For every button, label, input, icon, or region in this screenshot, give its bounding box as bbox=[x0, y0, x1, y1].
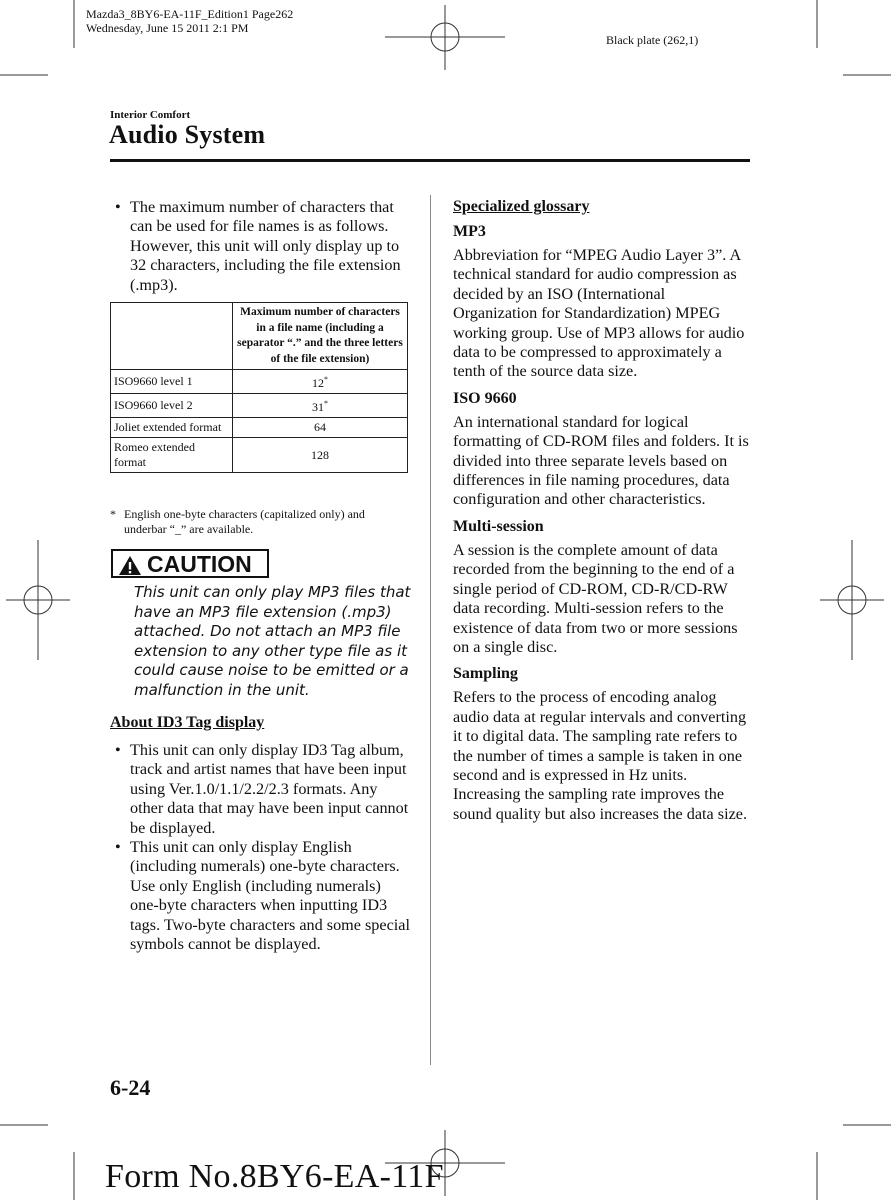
table-row bbox=[111, 370, 408, 394]
table-footnote bbox=[110, 507, 410, 537]
table-cell-value: 64 bbox=[233, 418, 408, 438]
footnote-text: English one-byte characters (capitalized only) and underbar “_” are available. bbox=[124, 507, 365, 536]
table-cell-value: 31* bbox=[233, 394, 408, 418]
table-cell-value: 12* bbox=[233, 370, 408, 394]
table-row bbox=[111, 418, 408, 438]
term-sampling: Sampling bbox=[453, 665, 518, 683]
right-column bbox=[453, 198, 753, 824]
file-name-limit-bullet: • The maximum number of characters that can be used for file names is as follows. However, this unit will only display up to 32 characters, including the file extension (.mp3). bbox=[110, 198, 410, 295]
page-number: 6-24 bbox=[110, 1075, 151, 1100]
table-row bbox=[111, 438, 408, 473]
section-label: Interior Comfort bbox=[110, 109, 191, 121]
black-plate-label: Black plate (262,1) bbox=[606, 33, 699, 47]
definition-sampling: Refers to the process of encoding analog audio data at regular intervals and converting it to digital data. The sampling rate refers to the number of times a sample is taken in one second and is expressed in Hz units. Increasing the sampling rate improves the sound quality but also increases the data size. bbox=[453, 688, 747, 823]
caution-text: This unit can only play MP3 files that have an MP3 file extension (.mp3) attached. Do not attach an MP3 file extension to any other type file as it could cause noise to be emitted or a malfunction in the unit. bbox=[134, 583, 411, 699]
table-cell-format: Joliet extended format bbox=[111, 418, 233, 438]
print-meta-line2: Wednesday, June 15 2011 2:1 PM bbox=[86, 21, 249, 35]
footnote-mark: * bbox=[110, 507, 116, 521]
caution-label: CAUTION bbox=[147, 551, 252, 577]
warning-icon bbox=[118, 555, 142, 576]
table-cell-format: ISO9660 level 2 bbox=[111, 394, 233, 418]
caution-box bbox=[111, 549, 269, 578]
glossary-heading: Specialized glossary bbox=[453, 198, 590, 215]
table-column-header: Maximum number of characters in a file name (including a separator “.” and the three letters of the file extension) bbox=[233, 303, 408, 370]
print-meta bbox=[86, 7, 293, 35]
table-cell-value: 128 bbox=[233, 438, 408, 473]
id3-heading: About ID3 Tag display bbox=[110, 714, 265, 731]
table-row bbox=[111, 394, 408, 418]
column-divider bbox=[430, 195, 431, 1065]
table-empty-header bbox=[111, 303, 233, 370]
print-meta-line1: Mazda3_8BY6-EA-11F_Edition1 Page262 bbox=[86, 7, 294, 21]
id3-bullets bbox=[110, 741, 410, 954]
definition-iso9660: An international standard for logical formatting of CD-ROM files and folders. It is divided into three separate levels based on differences in file naming procedures, data configuration and other characteristics. bbox=[453, 412, 749, 509]
table-cell-format: ISO9660 level 1 bbox=[111, 370, 233, 394]
definition-mp3: Abbreviation for “MPEG Audio Layer 3”. A technical standard for audio compression as decided by an ISO (International Organization for Standardization) MPEG working group. Use of MP3 allows for audio data to be compressed to approximately a tenth of the source data size. bbox=[453, 246, 745, 381]
definition-multi-session: A session is the complete amount of data recorded from the beginning to the end of a single period of CD-ROM, CD-R/CD-RW data recording. Multi-session refers to the existence of data from two or more sessions on a single disc. bbox=[453, 540, 738, 656]
table-cell-format: Romeo extended format bbox=[111, 438, 233, 473]
id3-version-bullet: • This unit can only display ID3 Tag album, track and artist names that have been input using Ver.1.0/1.1/2.2/2.3 formats. Any other data that may have been input cannot be displayed. bbox=[110, 741, 410, 838]
id3-english-bullet: • This unit can only display English (including numerals) one-byte characters. Use only English (including numerals) one-byte characters when inputting ID3 tags. Two-byte characters and some special symbols cannot be displayed. bbox=[110, 838, 410, 954]
filename-length-table bbox=[110, 302, 408, 473]
term-multi-session: Multi-session bbox=[453, 517, 544, 535]
left-column bbox=[110, 198, 410, 295]
title-rule bbox=[110, 159, 750, 162]
form-number: Form No.8BY6-EA-11F bbox=[105, 1158, 444, 1195]
term-iso9660: ISO 9660 bbox=[453, 389, 517, 407]
page-title: Audio System bbox=[109, 120, 266, 149]
term-mp3: MP3 bbox=[453, 223, 486, 240]
